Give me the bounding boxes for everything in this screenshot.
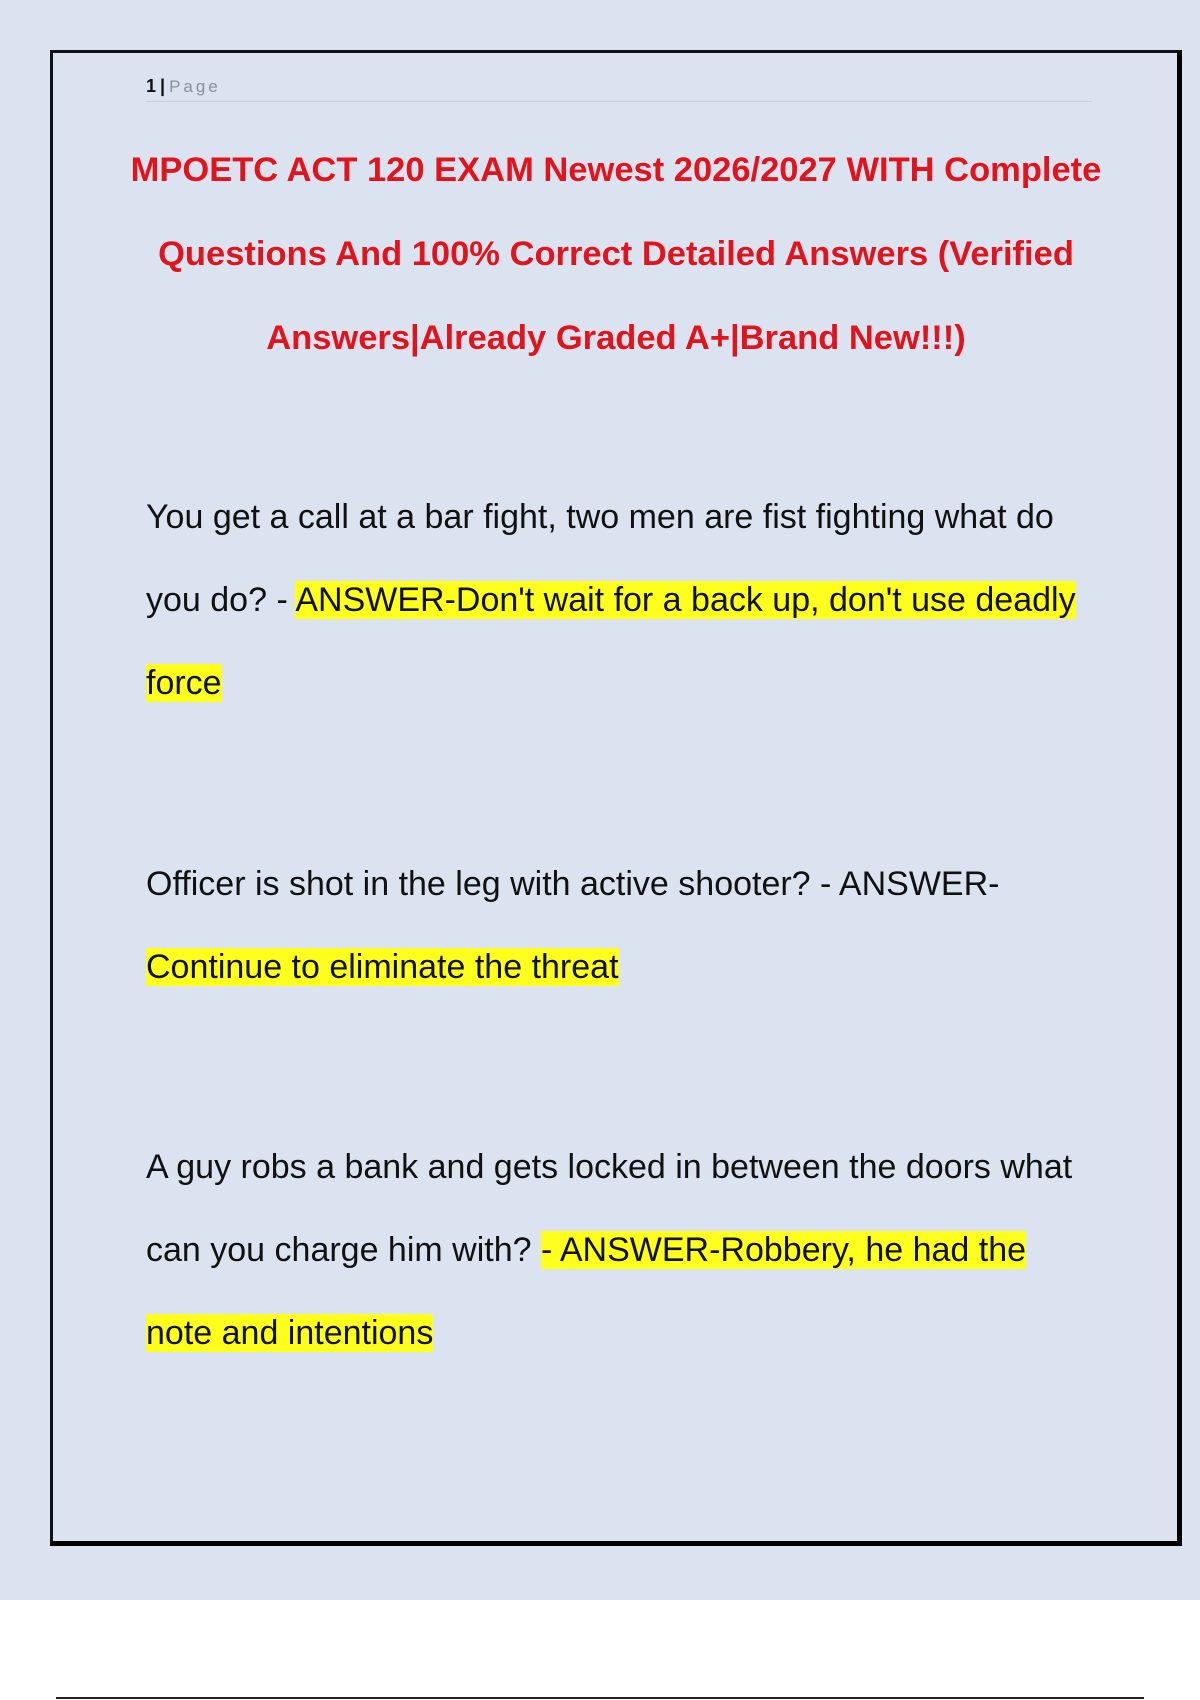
qa-item	[146, 843, 1092, 1009]
page-number: 1	[146, 76, 157, 96]
question-text: Officer is shot in the leg with active shooter? - ANSWER-	[146, 865, 1000, 903]
qa-item	[146, 476, 1092, 725]
document-title: MPOETC ACT 120 EXAM Newest 2026/2027 WITH Complete Questions And 100% Correct Detailed Answers (Verified Answers|Already Graded A+|Brand New!!!)	[130, 151, 1102, 357]
answer-highlight: ANSWER-Don't wait for a back up, don't use deadly force	[146, 581, 1076, 702]
question-text: You get a call at a bar fight, two men are fist fighting what do you do? -	[146, 498, 1054, 619]
page-separator: |	[160, 76, 166, 96]
qa-item	[146, 1126, 1092, 1375]
footer-rule	[56, 1697, 1144, 1699]
question-text: A guy robs a bank and gets locked in between the doors what can you charge him with?	[146, 1148, 1073, 1269]
page-label: Page	[169, 77, 221, 96]
answer-highlight: - ANSWER-Robbery, he had the note and intentions	[146, 1231, 1027, 1352]
answer-highlight: Continue to eliminate the threat	[146, 948, 619, 986]
page-header	[146, 73, 1092, 102]
